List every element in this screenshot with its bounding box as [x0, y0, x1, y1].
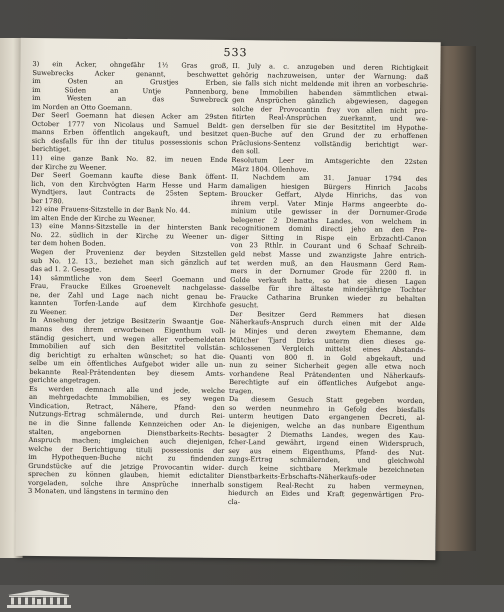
text-line: von 23 Rthlr. in Courant und 6 Schaaf Schreib-: [230, 241, 427, 252]
text-line: im Süden an Untje Pannenborg,: [32, 85, 229, 96]
text-line: mers in der Dornumer Grode für 2200 fl. in: [230, 267, 427, 278]
text-line: vorhandene Real Prätendenten und Näherkaufs-: [229, 369, 426, 380]
text-line: berichtiget.: [31, 145, 72, 154]
text-line: tragen.: [228, 386, 254, 396]
text-line: Wyndtjers, laut Contracts de 25sten Septem-: [31, 188, 228, 199]
text-line: Berechtigte auf ein öffentliches Aufgebot ange-: [229, 378, 426, 389]
text-line: Mütcher Tjard Dirks unterm dien dieses ge-: [229, 335, 426, 346]
text-line: manns des ihrem erworbenen Eigenthum voll-: [29, 324, 226, 335]
text-line: nun zu seiner Sicherheit gegen alle etwa noch: [229, 361, 426, 372]
text-line: quen-Buche auf den Grund der zu erhoffenen: [231, 130, 428, 141]
text-line: unterm heutigen Dato ergangenen Decreti, al-: [228, 412, 425, 423]
text-line: Wegen der Provenienz der beyden Sitzstellen: [30, 247, 227, 259]
text-line: cla-: [227, 497, 241, 507]
text-line: gen derselben für sie der Besitztitel im Hypothe-: [231, 121, 428, 132]
text-line: 3 Monaten, und längstens in termino den: [27, 487, 169, 497]
text-line: im Hypothequen-Buche nicht zu findenden: [28, 453, 225, 464]
text-line: an mehrgedachte Immobilien, es sey wegen: [28, 393, 225, 404]
text-line: geld nebst Masse und zwanzigste Jahre entrich-: [230, 250, 427, 261]
text-line: October 1777 von Nicolaus und Samuel Beldt-: [31, 119, 228, 130]
text-line: II. July a. c. anzugeben und deren Richtigkeit: [232, 62, 429, 73]
text-line: manns Erben öffentlich angekauft, und besitzet: [31, 128, 228, 139]
text-line: den soll.: [231, 147, 261, 156]
text-line: kannten Torfen-Lande auf dem Kirchhofe: [29, 299, 226, 310]
text-line: das ad 1. 2. Gesagte.: [30, 265, 102, 274]
text-line: Suwebrecks Acker genannt, beschwettet: [32, 68, 229, 79]
text-line: lich, von den Kirchvögten Harm Hesse und Harm: [31, 179, 228, 190]
text-line: 14) sämmtliche von dem Seerl Goemann und: [30, 273, 227, 284]
text-line: stalten, angebornen Dienstbarkeits-Rechts-: [28, 427, 225, 438]
text-line: 3) ein Acker, ohngefähr 1½ Gras groß,: [32, 59, 229, 70]
text-line: ne in die Sinne fallende Kennzeichen oder An-: [28, 418, 225, 429]
text-line: gehörig nachzuweisen, unter der Warnung: daß: [232, 70, 429, 81]
text-line: im Norden an Otto Goemann.: [31, 102, 133, 112]
text-line: gerichte angetragen.: [29, 376, 101, 385]
text-line: ter dem hohen Boden.: [30, 239, 106, 249]
footer-bar: [0, 585, 504, 612]
text-line: sub No. 12. 13., beziehet man sich gänzlich auf: [30, 256, 227, 267]
text-line: Dienstbarkeits-Erbschafts-Näherkaufs-oder: [228, 472, 377, 482]
text-line: Da diesem Gesuch Statt gegeben worden,: [228, 395, 425, 406]
text-line: ber 1780.: [30, 196, 64, 206]
text-line: je Minjes und deren zweytem Ehemanne, dem: [229, 326, 426, 338]
text-line: In Ansehung der jetzige Besitzerin Swaantje Goe-: [29, 316, 226, 327]
text-line: hiedurch an Eides und Kraft gegenwärtigen Pro-: [227, 489, 424, 500]
text-line: Quanti von 800 fl. in Gold abgekauft, und: [229, 352, 426, 363]
text-line: solche der Provocantin frey von allen nicht pro-: [231, 104, 429, 115]
text-line: Der Seerl Goemann kaufte diese Bank öffent-: [31, 171, 228, 182]
text-line: Näherkaufs-Anspruch durch einen mit der Alde: [229, 318, 426, 329]
text-line: sprechen zu können glauben, hiemit edictaliter: [28, 470, 225, 481]
text-line: vorgeladen, solche ihre Ansprüche innerhalb: [28, 478, 225, 489]
text-line: Grundstücke auf die jetzige Provocantin wider-: [28, 461, 225, 472]
text-line: ständig gesichert, und wegen aller vorbemeldeten: [29, 333, 226, 344]
text-line: belegener 2 Diemaths Landes, von welchem in: [230, 215, 427, 226]
text-line: Immobilien auf sich den Besitztitel vollstän-: [29, 341, 226, 353]
text-line: besagter 2 Diemaths Landes, wegen des Kau-: [228, 429, 425, 440]
text-line: le diejenigen, welche an das nunbare Eigenthum: [228, 420, 425, 432]
book-page-edges: [436, 46, 476, 551]
text-line: zungs-Ertrag schmälernden, und gleichwohl: [228, 455, 425, 466]
text-line: Fraucke Catharina Brunken wieder zu behalten: [229, 292, 427, 303]
text-line: ne, der Zahl und Lage nach nicht genau be-: [29, 290, 227, 301]
text-line: schlossenen Vergleich mittelst eines Abstands-: [229, 344, 426, 355]
text-line: damaligen hiesigen Bürgers Hinrich Jacobs: [231, 181, 428, 192]
text-line: recognitionem domini directi jeho an den Pre-: [230, 224, 427, 235]
right-text-column: [228, 62, 429, 508]
text-line: sonstigem Real-Recht zu haben vermeynen,: [228, 480, 425, 491]
library-logo-icon: [6, 589, 72, 609]
left-text-column: [28, 60, 229, 498]
text-line: sich desfalls für ihn der titulus possessionis schon: [31, 136, 228, 147]
text-line: No. 22. südlich in der Kirche zu Weener un-: [30, 230, 227, 241]
text-line: 11) eine ganze Bank No. 82. im neuen Ende: [31, 153, 228, 165]
text-line: 12) eine Frauens-Sitzstelle in der Bank No. 44.: [30, 205, 191, 215]
text-line: dasselbe für ihre älteste minderjährige Tochter: [230, 284, 427, 295]
text-line: Broucker Geffart, Alyde Hinrichs, das von: [231, 190, 428, 201]
text-line: tet werden muß, an den Hausmann Gerd Rem-: [230, 258, 427, 269]
text-line: durch keine sichtbare Merkmale bezeichneten: [228, 463, 425, 474]
text-line: dig berichtigt zu erhalten wünschet; so hat die-: [29, 350, 226, 361]
text-line: gen Ansprüchen gänzlich abgewiesen, dagegen: [232, 96, 429, 107]
text-line: diger Sitting in Rispe ein Erbzachtl-Canon: [230, 232, 427, 244]
book-page: [15, 38, 440, 560]
text-line: Anspruch machen; imgleichen auch diejenigen,: [28, 435, 225, 447]
text-line: 13) eine Manns-Sitzstelle in der hintersten Bank: [30, 222, 227, 233]
text-line: Der Besitzer Gerd Remmers hat diesen: [229, 309, 426, 320]
text-line: Frau, Fraucke Eilkes Groenevelt nachgelasse-: [30, 282, 227, 293]
text-line: im alten Ende der Kirche zu Weener.: [30, 213, 156, 224]
text-line: fitirten Real-Ansprüchen zuerkannt, und we-: [231, 113, 428, 124]
text-line: im Osten an Grustjes Erben,: [32, 77, 229, 88]
text-line: Vindication, Retract, Nähere, Pfand- den: [28, 401, 225, 412]
text-line: März 1804. Ollenhove.: [231, 164, 309, 174]
text-line: bekannte Real-Prätendenten bey diesem Amts-: [29, 367, 226, 378]
text-line: Der Seerl Goemann hat diesen Acker am 29sten: [31, 111, 228, 122]
text-line: bene Immobilien habenden sämmtlichen etwai-: [232, 87, 429, 98]
text-line: zu Weener.: [29, 307, 67, 317]
text-line: sey aus einem Eigenthums, Pfand- des Nut-: [228, 446, 425, 457]
text-line: ihrem verpl. Vater Minje Harms angeerbte do-: [230, 198, 428, 209]
text-line: so werden neunmehro in Gefolg des biesfalls: [228, 403, 425, 414]
text-line: der Kirche zu Weener.: [31, 162, 107, 172]
text-line: sie falls sich nicht meldende mit ihren an vorbeschrie-: [232, 79, 429, 90]
text-line: minium utile gewisser in der Dornumer-Grode: [230, 207, 427, 218]
text-line: im Westen an das Suwebreck: [32, 94, 229, 105]
text-line: gesucht.: [229, 301, 259, 310]
page-number: 533: [223, 45, 248, 60]
text-line: Resolutum Leer im Amtsgerichte den 22sten: [231, 156, 428, 167]
text-line: II. Nachdem am 31. Januar 1794 des: [231, 173, 428, 184]
text-line: Präclusions-Sentenz vollständig berichtigt wer-: [231, 138, 428, 150]
text-line: welche der Berichtigung tituli possessionis der: [28, 444, 225, 455]
text-line: Golde verkauft hatte, so hat sie diesen Lagen: [230, 275, 427, 286]
text-line: Nutzungs-Ertrag schmälernde, und durch Rei-: [28, 410, 225, 421]
text-line: selbe um ein öffentliches Aufgebot wider alle un-: [29, 359, 226, 370]
text-line: Es werden demnach alle und jede, welche: [29, 384, 226, 395]
text-line: fcher-Land gewährt, irgend einen Widerspruch,: [228, 438, 425, 449]
